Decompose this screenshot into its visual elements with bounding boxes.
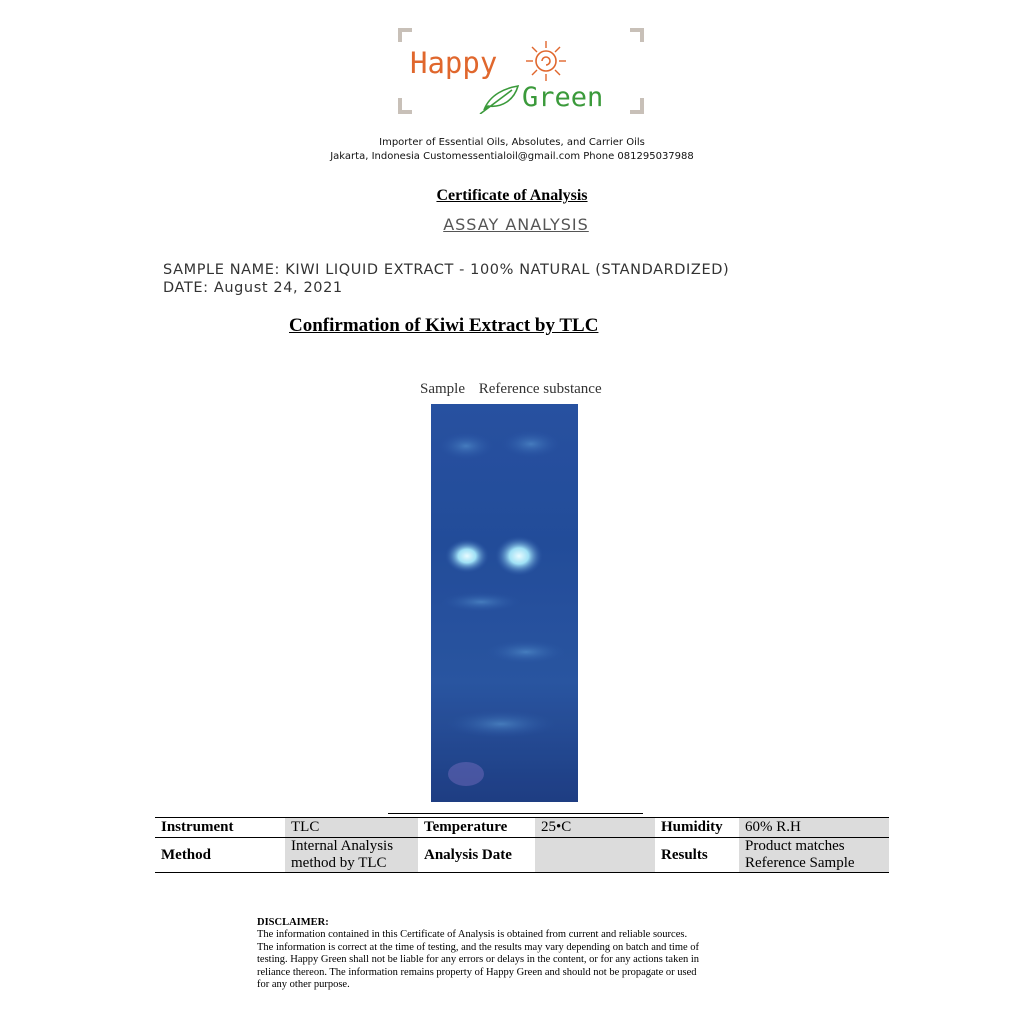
disclaimer-line-2: The information is correct at the time of testing, and the results may vary depending on batch and time of	[257, 941, 700, 953]
disclaimer-line-1: The information contained in this Certificate of Analysis is obtained from current and reliable sources.	[257, 929, 688, 941]
disclaimer-heading: DISCLAIMER:	[257, 917, 329, 928]
logo-word-green: Green	[522, 82, 604, 113]
tlc-label-sample: Sample	[420, 381, 465, 397]
disclaimer	[257, 917, 797, 991]
section-title: Confirmation of Kiwi Extract by TLC	[289, 315, 599, 336]
humidity-value: 60% R.H	[739, 818, 889, 838]
certificate-title: Certificate of Analysis	[436, 187, 588, 204]
humidity-label: Humidity	[655, 818, 739, 838]
results-label: Results	[655, 838, 739, 873]
disclaimer-line-4: reliance thereon. The information remains property of Happy Green and should not be propagate or used	[257, 966, 697, 978]
analysis-date-label: Analysis Date	[418, 838, 535, 873]
tlc-lane-labels	[420, 381, 612, 398]
importer-line-1: Importer of Essential Oils, Absolutes, and Carrier Oils	[379, 137, 645, 148]
method-value-line-1: Internal Analysis	[291, 838, 394, 854]
tlc-plate-image	[431, 404, 578, 802]
logo-word-happy: Happy	[410, 46, 498, 80]
analysis-info-table	[155, 817, 889, 873]
table-row	[155, 818, 889, 838]
sample-date: DATE: August 24, 2021	[163, 280, 343, 296]
tlc-label-reference: Reference substance	[478, 381, 602, 397]
instrument-value: TLC	[285, 818, 418, 838]
disclaimer-line-5: for any other purpose.	[257, 979, 350, 991]
analysis-date-value	[535, 838, 655, 873]
importer-line-2: Jakarta, Indonesia Customessentialoil@gmail.com Phone 081295037988	[330, 151, 694, 162]
sample-name: SAMPLE NAME: KIWI LIQUID EXTRACT - 100% NATURAL (STANDARDIZED)	[163, 262, 730, 278]
method-label: Method	[155, 838, 285, 873]
tlc-sample-spot	[445, 539, 489, 573]
method-value	[285, 838, 418, 873]
disclaimer-line-3: testing. Happy Green shall not be liable for any errors or delays in the content, or for any actions taken in	[257, 954, 700, 966]
results-value	[739, 838, 889, 873]
method-value-line-2: method by TLC	[291, 855, 387, 871]
results-value-line-1: Product matches	[745, 838, 845, 854]
results-value-line-2: Reference Sample	[745, 855, 855, 871]
sun-icon	[526, 41, 566, 81]
temperature-label: Temperature	[418, 818, 535, 838]
company-logo	[398, 28, 644, 114]
tlc-reference-spot	[495, 536, 543, 576]
leaf-icon	[480, 86, 518, 114]
assay-subtitle: ASSAY ANALYSIS	[443, 215, 589, 234]
instrument-label: Instrument	[155, 818, 285, 838]
plate-underline	[388, 813, 643, 814]
table-row	[155, 838, 889, 873]
temperature-value: 25•C	[535, 818, 655, 838]
